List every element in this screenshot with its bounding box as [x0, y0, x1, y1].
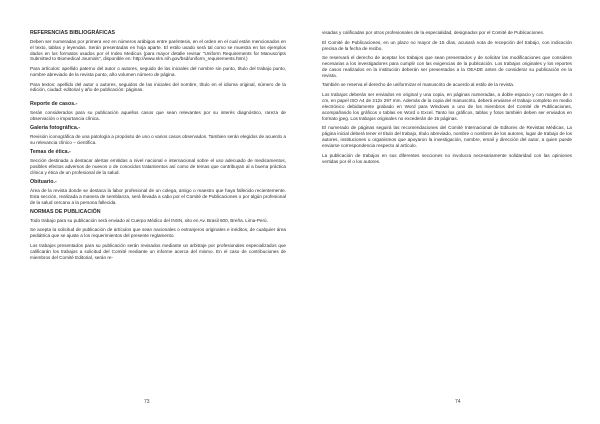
case-reports-heading: Reporte de casos.-	[30, 101, 78, 107]
right-paragraph-2: El Comité de Publicaciones, en un plazo no mayor de 15 días, acusará nota de recepción del trabajo, con indicación precisa de la fecha de recibo.	[322, 39, 572, 51]
publication-rules-paragraph-3: Los trabajos presentados para su publicación serán revisados mediante un arbitraje por profesionales especializados que calificarán los trabajos a solicitud del Comité mediante un informe acerca del mismo. En el caso de contribuciones de miembros del Comité Editorial, serán re-	[30, 242, 286, 260]
ethics-paragraph: Sección destinada a destacar alertas emitidas a nivel nacional e internacional sobre el uso adecuado de medicamentos, posibles efectos adversos de nuevos o de conocidos tratamientos así como de temas que contribuyan al a buena práctica clínica y ética de un profesional de la salud.	[30, 157, 286, 175]
photo-gallery-heading: Galería fotográfica.-	[30, 125, 81, 132]
right-paragraph-1: visadas y calificadas por otros profesionales de la especialidad, designados por el Comité de Publicaciones.	[322, 30, 545, 35]
right-paragraph-6: El numerado de páginas seguirá las recomendaciones del Comité Internacional de Editores de Revistas Médicas. La página inicial deberá tener el título del trabajo, título abreviado, nombre o nombres de los autores, lugar de trabajo de los autores, instituciones u organismos que apoyaron la investigación, nombre, email y dirección del autor, a quien puede enviarse correspondencia respecto al artículo.	[322, 125, 572, 149]
right-paragraph-3: Se reservará el derecho de aceptar los trabajos que sean presentados y de solicitar las modificaciones que considere necesarias a los investigadores para cumplir con las exigencias de la publicación. Los trabajos originales y los reportes de casos realizados en la institución deberán ser presentados a la OEADE antes de considerar su publicación en la revista.	[322, 55, 572, 78]
right-paragraph-5: Los trabajos deberán ser enviados en original y una copia, en páginas numeradas, a doble espacio y con margen de 4 cm, en papel ISO A4 de 212x 297 mm. Además de la copia del manuscrito, deberá enviarse el trabajo completo en medio electrónico debidamente grabado en Word para Windows a uno de los miembros del Comité de Publicaciones, acompañando los gráficos o tablas en Word o Excel. Tanto los gráficos, tablas y fotos también deben ser enviados en formato jpeg. Los trabajos originales no excederán de 15 páginas.	[322, 92, 572, 121]
obituary-paragraph: Área de la revista donde se destaca la labor profesional de un colega, amigo o maestro que haya fallecido recientemente. Esta sección, realizada a manera de semblanza, será llevada a cabo por el Comité de Publicaciones o por algún profesional de la salud cercano a la persona fallecida.	[30, 187, 286, 205]
right-page	[300, 0, 600, 424]
right-paragraph-7: La publicación de trabajos en sus diferentes secciones no involucra necesariamente solidaridad con las opiniones vertidas por él o los autores.	[322, 152, 572, 164]
publication-rules-heading: NORMAS DE PUBLICACIÓN	[30, 209, 101, 216]
obituary-heading: Obituario.-	[30, 179, 57, 186]
publication-rules-paragraph-1: Todo trabajo para su publicación será enviado al Cuerpo Médico del INSN, sito en Av. Brasil 600, Breña. Lima-Perú.	[30, 217, 268, 223]
photo-gallery-paragraph: Revisión iconográfica de una patología a propósito de uno o varios casos observados. Tambien serán elegidos de acuerdo a su relevancia clínico – científica.	[30, 133, 286, 145]
references-paragraph-articles: Para artículos: apellido paterno del autor o autores, seguido de las iniciales del nombre sin punto, título del trabajo punto, nombre abreviado de la revista punto, año volumen número de página.	[30, 66, 286, 77]
references-paragraph-1: Deben ser numeradas por primera vez en números arábigos entre paréntesis, en el orden en el cual están mencionados en el texto, tablas y leyendas. Serán presentadas en hoja aparte. El estilo usado será tal como se muestra en los ejemplos dados en los formatos usados por el Index Medicus (para mayor detalle revisar "Uniform Requirements for Manuscripts Submitted to Biomedical Journals", disponible en: http://www.nlm.nih.gov/bsd/uniform_requirements.html.)	[30, 38, 286, 62]
references-paragraph-texts: Para textos: apellido del autor o autores, seguidos de las iniciales del nombre, título en el idioma original, número de la edición, ciudad: editorial y año de publicación: páginas.	[30, 81, 286, 93]
page-number-left: 73	[144, 399, 150, 405]
publication-rules-paragraph-2: Se acepta la solicitud de publicación de artículos que sean nacionales o extranjeros originales e inéditos, de cualquier área pediátrica que se ajuste a los requerimientos del presente reglamento.	[30, 227, 286, 239]
references-heading: REFERENCIAS BIBLIOGRÁFICAS	[30, 30, 116, 36]
page-number-right: 74	[455, 399, 461, 405]
ethics-heading: Temas de ética.-	[30, 149, 71, 156]
right-paragraph-4: También se reserva el derecho de uniformizar el manuscrito de acuerdo al estilo de la revista.	[322, 82, 515, 88]
case-reports-paragraph: Serán considerados para su publicación aquellos casos que sean relevantes por su interés diagnóstico, rareza de observación o importancia clínica.	[30, 109, 286, 121]
